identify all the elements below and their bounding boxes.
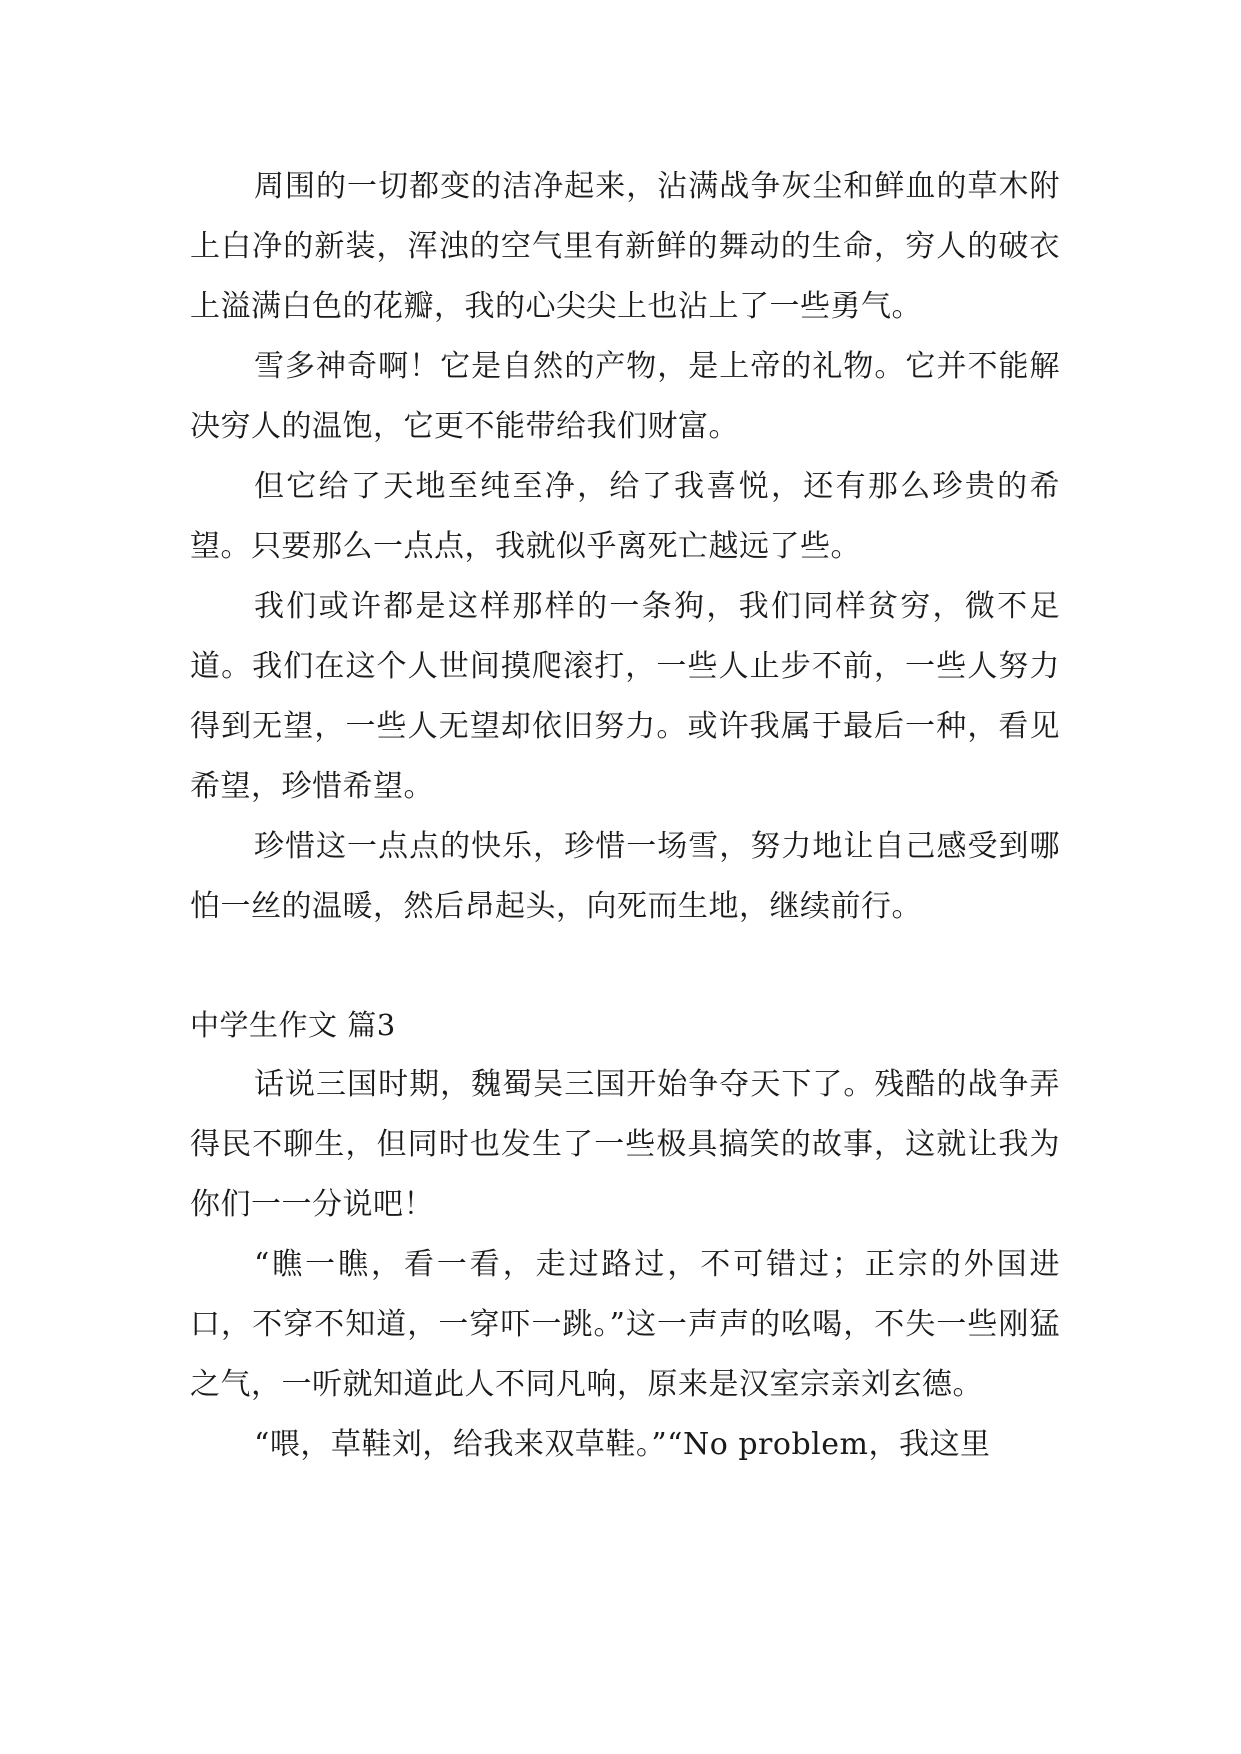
paragraph-2: 雪多神奇啊！它是自然的产物，是上帝的礼物。它并不能解决穷人的温饱，它更不能带给我们财富。 [190, 349, 1060, 444]
document-body [190, 157, 1060, 1475]
paragraph-3: 但它给了天地至纯至净，给了我喜悦，还有那么珍贵的希望。只要那么一点点，我就似乎离死亡越远了些。 [190, 469, 1060, 564]
section-title: 中学生作文 篇3 [190, 1008, 396, 1042]
paragraph-8: “喂，草鞋刘，给我来双草鞋。”“No problem，我这里 [254, 1427, 991, 1462]
paragraph-6: 话说三国时期，魏蜀吴三国开始争夺天下了。残酷的战争弄得民不聊生，但同时也发生了一些极具搞笑的故事，这就让我为你们一一分说吧！ [190, 1067, 1060, 1222]
paragraph-5: 珍惜这一点点的快乐，珍惜一场雪，努力地让自己感受到哪怕一丝的温暖，然后昂起头，向死而生地，继续前行。 [190, 829, 1060, 924]
paragraph-1: 周围的一切都变的洁净起来，沾满战争灰尘和鲜血的草木附上白净的新装，浑浊的空气里有新鲜的舞动的生命，穷人的破衣上溢满白色的花瓣，我的心尖尖上也沾上了一些勇气。 [190, 169, 1060, 324]
paragraph-4: 我们或许都是这样那样的一条狗，我们同样贫穷，微不足道。我们在这个人世间摸爬滚打，一些人止步不前，一些人努力得到无望，一些人无望却依旧努力。或许我属于最后一种，看见希望，珍惜希望。 [190, 589, 1060, 804]
paragraph-7: “瞧一瞧，看一看，走过路过，不可错过；正宗的外国进口，不穿不知道，一穿吓一跳。”这一声声的吆喝，不失一些刚猛之气，一听就知道此人不同凡响，原来是汉室宗亲刘玄德。 [190, 1247, 1060, 1402]
